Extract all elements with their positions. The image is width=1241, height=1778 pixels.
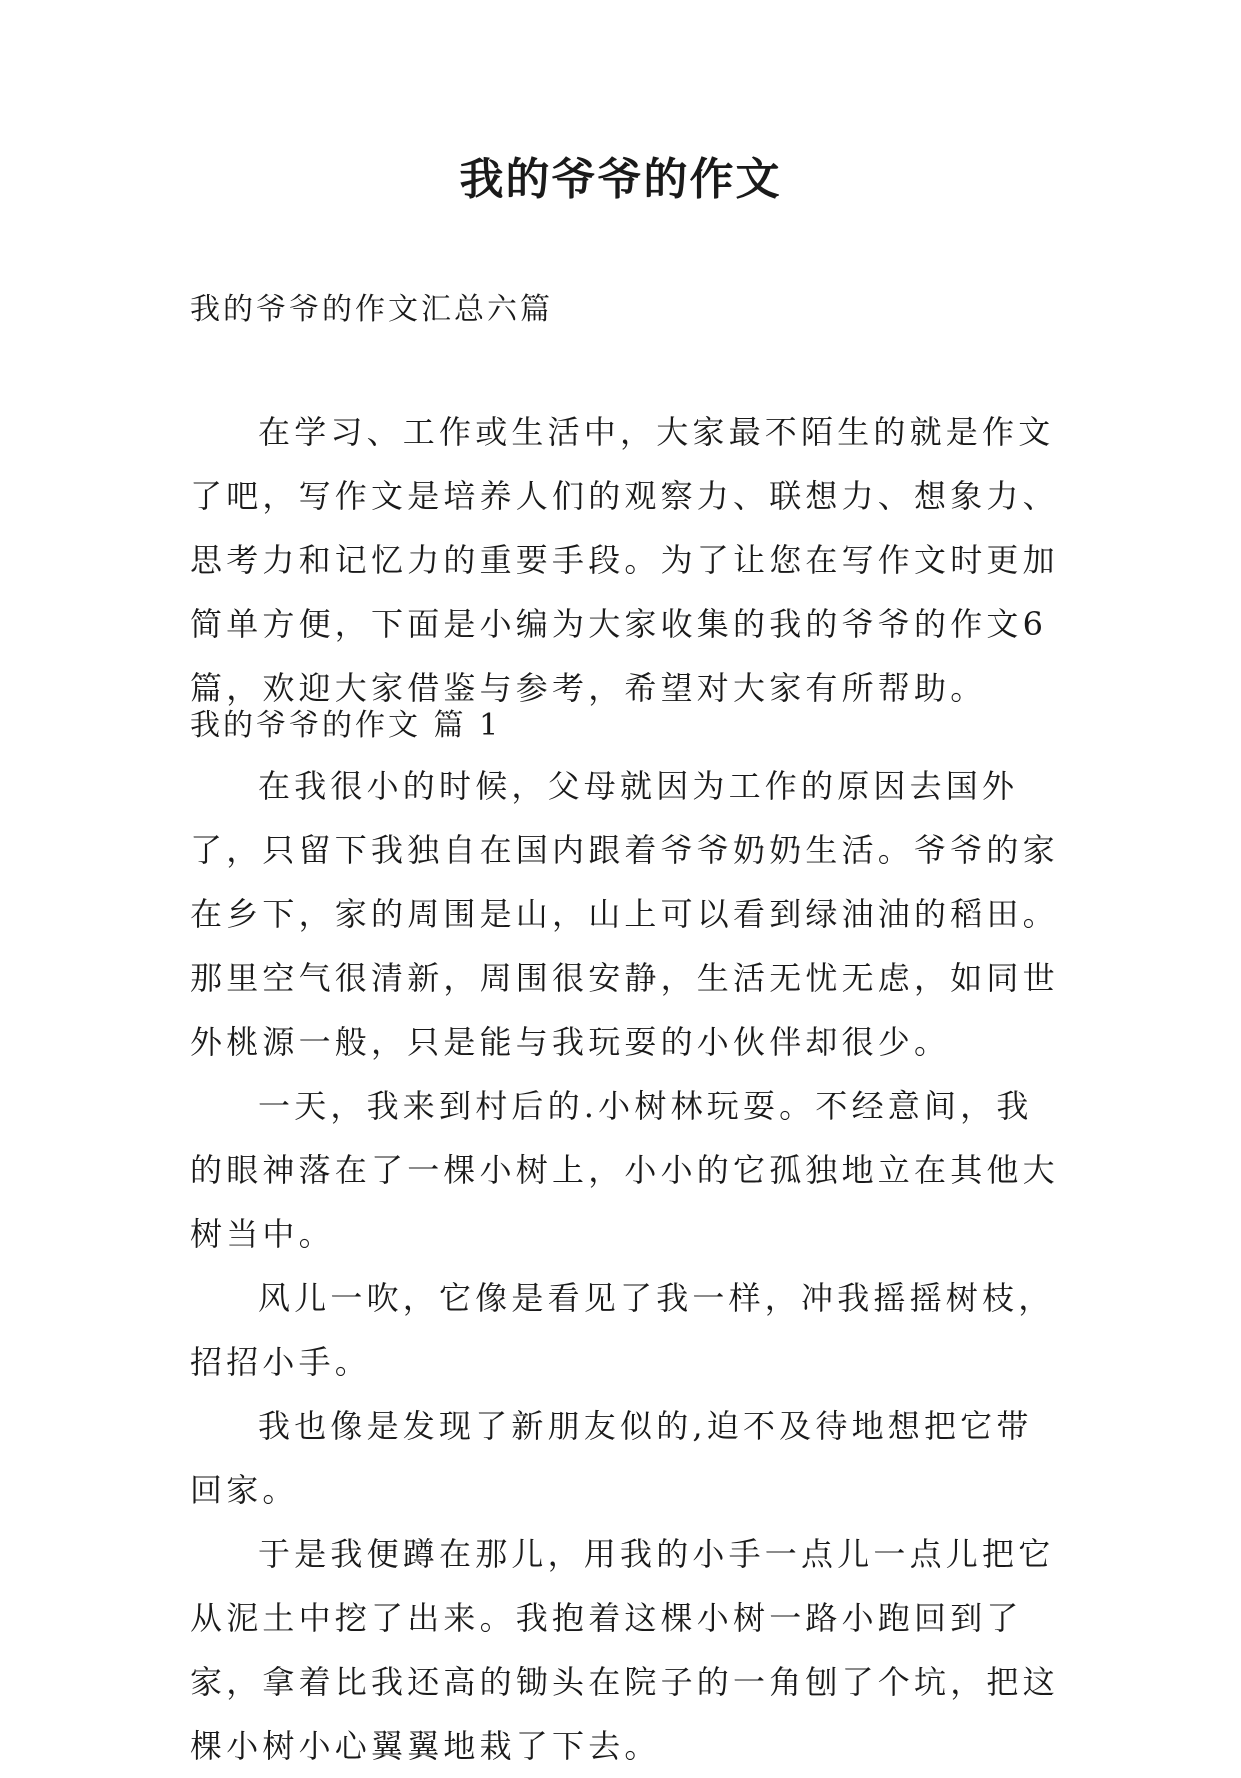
essay-paragraph: 于是我便蹲在那儿，用我的小手一点儿一点儿把它从泥土中挖了出来。我抱着这棵小树一路小跑回到了家，拿着比我还高的锄头在院子的一角刨了个坑，把这棵小树小心翼翼地栽了下去。 [190, 1535, 1059, 1765]
essay-paragraph: 一天，我来到村后的.小树林玩耍。不经意间，我的眼神落在了一棵小树上，小小的它孤独地立在其他大树当中。 [190, 1087, 1059, 1253]
essay-heading: 我的爷爷的作文 篇 1 [190, 708, 502, 743]
essay-paragraph: 我也像是发现了新朋友似的,迫不及待地想把它带回家。 [190, 1407, 1033, 1509]
intro-section [190, 400, 1060, 720]
essay-section [190, 698, 1060, 1778]
intro-paragraph: 在学习、工作或生活中，大家最不陌生的就是作文了吧，写作文是培养人们的观察力、联想力、想象力、思考力和记忆力的重要手段。为了让您在写作文时更加简单方便，下面是小编为大家收集的我的爷爷的作文6篇，欢迎大家借鉴与参考，希望对大家有所帮助。 [190, 413, 1059, 707]
essay-paragraph: 风儿一吹，它像是看见了我一样，冲我摇摇树枝，招招小手。 [190, 1279, 1055, 1381]
document-title: 我的爷爷的作文 [459, 154, 782, 205]
essay-paragraph: 在我很小的时候，父母就因为工作的原因去国外了，只留下我独自在国内跟着爷爷奶奶生活。爷爷的家在乡下，家的周围是山，山上可以看到绿油油的稻田。那里空气很清新，周围很安静，生活无忧无虑，如同世外桃源一般，只是能与我玩耍的小伙伴却很少。 [190, 767, 1059, 1061]
document-subtitle: 我的爷爷的作文汇总六篇 [190, 292, 553, 327]
